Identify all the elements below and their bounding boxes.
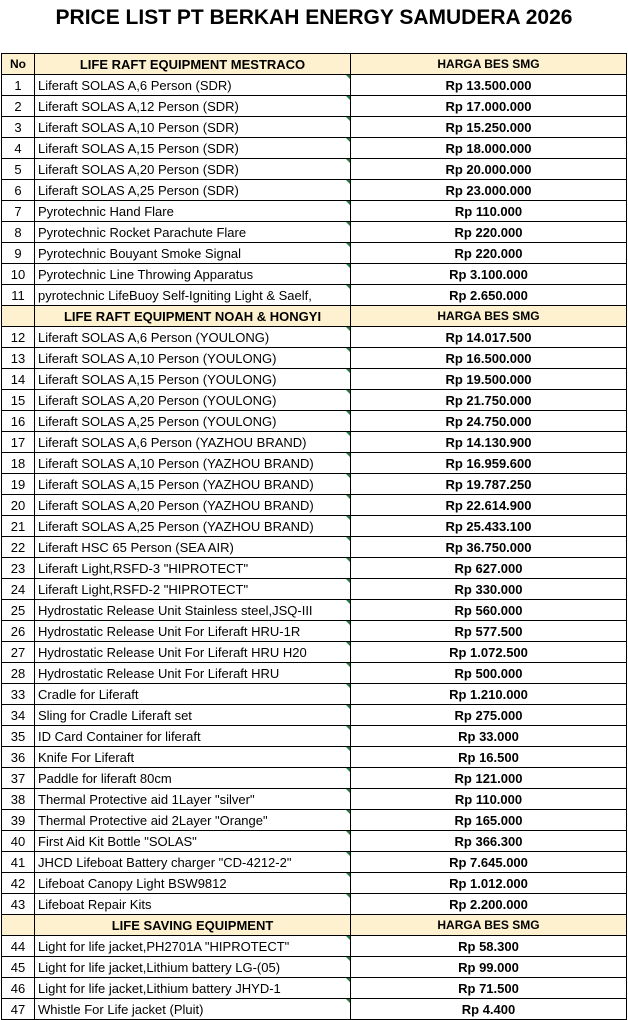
item-name: Liferaft SOLAS A,25 Person (YAZHOU BRAND) xyxy=(38,518,314,534)
item-number-cell[interactable]: 20 xyxy=(2,495,35,516)
column-header-no[interactable] xyxy=(2,306,35,327)
item-price-cell[interactable]: Rp 275.000 xyxy=(351,705,627,726)
item-number-cell[interactable]: 9 xyxy=(2,243,35,264)
item-number-cell[interactable]: 46 xyxy=(2,978,35,999)
item-price-cell[interactable]: Rp 500.000 xyxy=(351,663,627,684)
cell-comment-indicator-icon xyxy=(346,999,351,1004)
item-price-cell[interactable]: Rp 18.000.000 xyxy=(351,138,627,159)
table-row xyxy=(2,432,627,453)
item-number-cell[interactable]: 42 xyxy=(2,873,35,894)
table-row xyxy=(2,96,627,117)
item-number-cell[interactable]: 36 xyxy=(2,747,35,768)
item-number-cell[interactable]: 41 xyxy=(2,852,35,873)
table-row xyxy=(2,180,627,201)
item-name: pyrotechnic LifeBuoy Self-Igniting Light & Saelf, xyxy=(38,287,312,303)
item-price-cell[interactable]: Rp 2.650.000 xyxy=(351,285,627,306)
table-row xyxy=(2,999,627,1020)
cell-comment-indicator-icon xyxy=(346,789,351,794)
item-price-cell[interactable]: Rp 21.750.000 xyxy=(351,390,627,411)
cell-comment-indicator-icon xyxy=(346,684,351,689)
column-header-price[interactable]: HARGA BES SMG xyxy=(351,306,627,327)
table-row xyxy=(2,453,627,474)
item-number-cell[interactable]: 4 xyxy=(2,138,35,159)
table-row xyxy=(2,117,627,138)
item-price-cell[interactable]: Rp 366.300 xyxy=(351,831,627,852)
item-name: Pyrotechnic Hand Flare xyxy=(38,203,174,219)
table-row xyxy=(2,789,627,810)
item-name-cell[interactable] xyxy=(35,159,351,180)
item-name: First Aid Kit Bottle "SOLAS" xyxy=(38,833,197,849)
item-name: Liferaft SOLAS A,10 Person (SDR) xyxy=(38,119,239,135)
item-number-cell[interactable]: 26 xyxy=(2,621,35,642)
item-price-cell[interactable]: Rp 17.000.000 xyxy=(351,96,627,117)
item-name: Liferaft SOLAS A,20 Person (SDR) xyxy=(38,161,239,177)
table-row xyxy=(2,621,627,642)
item-price-cell[interactable]: Rp 13.500.000 xyxy=(351,75,627,96)
item-price-cell[interactable]: Rp 25.433.100 xyxy=(351,516,627,537)
section-header-row xyxy=(2,915,627,936)
cell-comment-indicator-icon xyxy=(346,663,351,668)
item-name: Liferaft SOLAS A,25 Person (SDR) xyxy=(38,182,239,198)
cell-comment-indicator-icon xyxy=(346,453,351,458)
item-name: Knife For Liferaft xyxy=(38,749,135,765)
cell-comment-indicator-icon xyxy=(346,894,351,899)
item-name: Liferaft SOLAS A,6 Person (YAZHOU BRAND) xyxy=(38,434,307,450)
item-name-cell[interactable] xyxy=(35,264,351,285)
item-name-cell[interactable] xyxy=(35,852,351,873)
item-name-cell[interactable] xyxy=(35,684,351,705)
item-name-cell[interactable] xyxy=(35,579,351,600)
item-number-cell[interactable]: 16 xyxy=(2,411,35,432)
item-name-cell[interactable] xyxy=(35,75,351,96)
item-number-cell[interactable]: 45 xyxy=(2,957,35,978)
item-name: Liferaft SOLAS A,20 Person (YOULONG) xyxy=(38,392,277,408)
cell-comment-indicator-icon xyxy=(346,495,351,500)
section-heading[interactable]: LIFE SAVING EQUIPMENT xyxy=(35,915,351,936)
item-price-cell[interactable]: Rp 121.000 xyxy=(351,768,627,789)
item-number-cell[interactable]: 10 xyxy=(2,264,35,285)
item-price-cell[interactable]: Rp 220.000 xyxy=(351,222,627,243)
table-row xyxy=(2,852,627,873)
item-name-cell[interactable] xyxy=(35,747,351,768)
item-name-cell[interactable] xyxy=(35,600,351,621)
item-number-cell[interactable]: 2 xyxy=(2,96,35,117)
item-price-cell[interactable]: Rp 1.072.500 xyxy=(351,642,627,663)
table-row xyxy=(2,705,627,726)
item-number-cell[interactable]: 23 xyxy=(2,558,35,579)
item-name: Liferaft SOLAS A,15 Person (SDR) xyxy=(38,140,239,156)
item-number-cell[interactable]: 12 xyxy=(2,327,35,348)
cell-comment-indicator-icon xyxy=(346,579,351,584)
item-price-cell[interactable]: Rp 220.000 xyxy=(351,243,627,264)
item-name: Hydrostatic Release Unit Stainless steel,JSQ-III xyxy=(38,602,313,618)
item-price-cell[interactable]: Rp 16.959.600 xyxy=(351,453,627,474)
item-name: Thermal Protective aid 2Layer "Orange" xyxy=(38,812,268,828)
item-name-cell[interactable] xyxy=(35,348,351,369)
cell-comment-indicator-icon xyxy=(346,411,351,416)
item-name: Hydrostatic Release Unit For Liferaft HRU xyxy=(38,665,280,681)
item-name: Liferaft SOLAS A,10 Person (YOULONG) xyxy=(38,350,277,366)
item-number-cell[interactable]: 13 xyxy=(2,348,35,369)
table-row xyxy=(2,957,627,978)
item-name: Liferaft SOLAS A,15 Person (YOULONG) xyxy=(38,371,277,387)
cell-comment-indicator-icon xyxy=(346,222,351,227)
item-name-cell[interactable] xyxy=(35,558,351,579)
item-name-cell[interactable] xyxy=(35,894,351,915)
item-price-cell[interactable]: Rp 19.500.000 xyxy=(351,369,627,390)
item-name: Sling for Cradle Liferaft set xyxy=(38,707,192,723)
cell-comment-indicator-icon xyxy=(346,642,351,647)
item-price-cell[interactable]: Rp 20.000.000 xyxy=(351,159,627,180)
item-name-cell[interactable] xyxy=(35,789,351,810)
cell-comment-indicator-icon xyxy=(346,558,351,563)
table-row xyxy=(2,390,627,411)
item-name-cell[interactable] xyxy=(35,936,351,957)
item-name-cell[interactable] xyxy=(35,285,351,306)
item-name: Light for life jacket,Lithium battery LG-(05) xyxy=(38,959,281,975)
item-name: Liferaft SOLAS A,15 Person (YAZHOU BRAND) xyxy=(38,476,314,492)
table-row xyxy=(2,894,627,915)
item-price-cell[interactable]: Rp 14.017.500 xyxy=(351,327,627,348)
item-price-cell[interactable]: Rp 2.200.000 xyxy=(351,894,627,915)
item-name-cell[interactable] xyxy=(35,831,351,852)
item-name-cell[interactable] xyxy=(35,138,351,159)
item-name-cell[interactable] xyxy=(35,642,351,663)
cell-comment-indicator-icon xyxy=(346,768,351,773)
item-number-cell[interactable]: 37 xyxy=(2,768,35,789)
cell-comment-indicator-icon xyxy=(346,852,351,857)
item-name-cell[interactable] xyxy=(35,621,351,642)
item-name-cell[interactable] xyxy=(35,999,351,1020)
item-name: Liferaft SOLAS A,10 Person (YAZHOU BRAND) xyxy=(38,455,314,471)
cell-comment-indicator-icon xyxy=(346,285,351,290)
item-name: Liferaft SOLAS A,25 Person (YOULONG) xyxy=(38,413,277,429)
item-number-cell[interactable]: 14 xyxy=(2,369,35,390)
item-name: Whistle For Life jacket (Pluit) xyxy=(38,1001,204,1017)
item-name-cell[interactable] xyxy=(35,96,351,117)
item-price-cell[interactable]: Rp 33.000 xyxy=(351,726,627,747)
table-row xyxy=(2,474,627,495)
item-price-cell[interactable]: Rp 16.500.000 xyxy=(351,348,627,369)
item-name: Pyrotechnic Line Throwing Apparatus xyxy=(38,266,254,282)
cell-comment-indicator-icon xyxy=(346,96,351,101)
table-row xyxy=(2,747,627,768)
item-price-cell[interactable]: Rp 99.000 xyxy=(351,957,627,978)
table-row xyxy=(2,642,627,663)
item-number-cell[interactable]: 47 xyxy=(2,999,35,1020)
item-name: Pyrotechnic Bouyant Smoke Signal xyxy=(38,245,242,261)
cell-comment-indicator-icon xyxy=(346,474,351,479)
item-name: Liferaft SOLAS A,20 Person (YAZHOU BRAND) xyxy=(38,497,314,513)
item-number-cell[interactable]: 1 xyxy=(2,75,35,96)
item-name: Hydrostatic Release Unit For Liferaft HRU-1R xyxy=(38,623,301,639)
item-name-cell[interactable] xyxy=(35,390,351,411)
cell-comment-indicator-icon xyxy=(346,537,351,542)
item-name-cell[interactable] xyxy=(35,201,351,222)
cell-comment-indicator-icon xyxy=(346,390,351,395)
item-number-cell[interactable]: 15 xyxy=(2,390,35,411)
cell-comment-indicator-icon xyxy=(346,516,351,521)
item-number-cell[interactable]: 8 xyxy=(2,222,35,243)
item-name: Pyrotechnic Rocket Parachute Flare xyxy=(38,224,247,240)
cell-comment-indicator-icon xyxy=(346,873,351,878)
item-name: Liferaft Light,RSFD-3 "HIPROTECT" xyxy=(38,560,249,576)
item-name: ID Card Container for liferaft xyxy=(38,728,201,744)
table-row xyxy=(2,495,627,516)
cell-comment-indicator-icon xyxy=(346,201,351,206)
table-row xyxy=(2,285,627,306)
cell-comment-indicator-icon xyxy=(346,369,351,374)
table-row xyxy=(2,348,627,369)
item-name: Liferaft SOLAS A,12 Person (SDR) xyxy=(38,98,239,114)
item-number-cell[interactable]: 39 xyxy=(2,810,35,831)
item-name-cell[interactable] xyxy=(35,957,351,978)
item-name: Liferaft SOLAS A,6 Person (SDR) xyxy=(38,77,232,93)
item-number-cell[interactable]: 6 xyxy=(2,180,35,201)
item-name-cell[interactable] xyxy=(35,810,351,831)
item-name-cell[interactable] xyxy=(35,474,351,495)
table-row xyxy=(2,537,627,558)
cell-comment-indicator-icon xyxy=(346,936,351,941)
item-number-cell[interactable]: 44 xyxy=(2,936,35,957)
item-name-cell[interactable] xyxy=(35,453,351,474)
item-name: Light for life jacket,Lithium battery JHYD-1 xyxy=(38,980,281,996)
column-header-no[interactable]: No xyxy=(2,54,35,75)
item-name-cell[interactable] xyxy=(35,243,351,264)
cell-comment-indicator-icon xyxy=(346,159,351,164)
table-row xyxy=(2,579,627,600)
item-name-cell[interactable] xyxy=(35,663,351,684)
item-name-cell[interactable] xyxy=(35,327,351,348)
item-number-cell[interactable]: 21 xyxy=(2,516,35,537)
column-header-price[interactable]: HARGA BES SMG xyxy=(351,54,627,75)
item-number-cell[interactable]: 11 xyxy=(2,285,35,306)
item-price-cell[interactable]: Rp 110.000 xyxy=(351,789,627,810)
item-name: Paddle for liferaft 80cm xyxy=(38,770,172,786)
item-name-cell[interactable] xyxy=(35,768,351,789)
cell-comment-indicator-icon xyxy=(346,726,351,731)
item-name-cell[interactable] xyxy=(35,978,351,999)
item-price-cell[interactable]: Rp 1.210.000 xyxy=(351,684,627,705)
item-name-cell[interactable] xyxy=(35,411,351,432)
table-row xyxy=(2,159,627,180)
table-row xyxy=(2,558,627,579)
item-number-cell[interactable]: 5 xyxy=(2,159,35,180)
item-price-cell[interactable]: Rp 23.000.000 xyxy=(351,180,627,201)
table-row xyxy=(2,831,627,852)
cell-comment-indicator-icon xyxy=(346,75,351,80)
item-number-cell[interactable]: 17 xyxy=(2,432,35,453)
item-number-cell[interactable]: 33 xyxy=(2,684,35,705)
item-number-cell[interactable]: 22 xyxy=(2,537,35,558)
item-number-cell[interactable]: 27 xyxy=(2,642,35,663)
cell-comment-indicator-icon xyxy=(346,348,351,353)
item-price-cell[interactable]: Rp 14.130.900 xyxy=(351,432,627,453)
table-row xyxy=(2,264,627,285)
item-price-cell[interactable]: Rp 24.750.000 xyxy=(351,411,627,432)
table-row xyxy=(2,873,627,894)
cell-comment-indicator-icon xyxy=(346,243,351,248)
item-price-cell[interactable]: Rp 4.400 xyxy=(351,999,627,1020)
item-name-cell[interactable] xyxy=(35,180,351,201)
table-row xyxy=(2,663,627,684)
item-name: Light for life jacket,PH2701A "HIPROTECT" xyxy=(38,938,290,954)
item-number-cell[interactable]: 18 xyxy=(2,453,35,474)
table-row xyxy=(2,369,627,390)
item-price-cell[interactable]: Rp 110.000 xyxy=(351,201,627,222)
item-number-cell[interactable]: 28 xyxy=(2,663,35,684)
item-name-cell[interactable] xyxy=(35,432,351,453)
item-name-cell[interactable] xyxy=(35,369,351,390)
cell-comment-indicator-icon xyxy=(346,327,351,332)
item-number-cell[interactable]: 25 xyxy=(2,600,35,621)
cell-comment-indicator-icon xyxy=(346,810,351,815)
table-row xyxy=(2,978,627,999)
item-name-cell[interactable] xyxy=(35,222,351,243)
cell-comment-indicator-icon xyxy=(346,831,351,836)
table-row xyxy=(2,75,627,96)
item-number-cell[interactable]: 40 xyxy=(2,831,35,852)
item-name-cell[interactable] xyxy=(35,726,351,747)
table-row xyxy=(2,516,627,537)
table-row xyxy=(2,138,627,159)
item-number-cell[interactable]: 3 xyxy=(2,117,35,138)
item-price-cell[interactable]: Rp 15.250.000 xyxy=(351,117,627,138)
item-name: Lifeboat Repair Kits xyxy=(38,896,152,912)
item-price-cell[interactable]: Rp 19.787.250 xyxy=(351,474,627,495)
table-row xyxy=(2,201,627,222)
page-title: PRICE LIST PT BERKAH ENERGY SAMUDERA 2026 xyxy=(55,6,573,29)
item-number-cell[interactable]: 43 xyxy=(2,894,35,915)
item-price-cell[interactable]: Rp 577.500 xyxy=(351,621,627,642)
item-name: Liferaft SOLAS A,6 Person (YOULONG) xyxy=(38,329,270,345)
cell-comment-indicator-icon xyxy=(346,432,351,437)
item-price-cell[interactable]: Rp 1.012.000 xyxy=(351,873,627,894)
cell-comment-indicator-icon xyxy=(346,600,351,605)
item-number-cell[interactable]: 24 xyxy=(2,579,35,600)
table-row xyxy=(2,327,627,348)
item-name: JHCD Lifeboat Battery charger "CD-4212-2" xyxy=(38,854,292,870)
item-number-cell[interactable]: 35 xyxy=(2,726,35,747)
price-list-table xyxy=(1,53,627,1020)
table-row xyxy=(2,936,627,957)
item-number-cell[interactable]: 38 xyxy=(2,789,35,810)
table-row xyxy=(2,411,627,432)
table-row xyxy=(2,726,627,747)
item-name-cell[interactable] xyxy=(35,873,351,894)
item-name-cell[interactable] xyxy=(35,495,351,516)
item-price-cell[interactable]: Rp 58.300 xyxy=(351,936,627,957)
item-price-cell[interactable]: Rp 330.000 xyxy=(351,579,627,600)
item-number-cell[interactable]: 34 xyxy=(2,705,35,726)
table-row xyxy=(2,222,627,243)
table-row xyxy=(2,684,627,705)
column-header-price[interactable]: HARGA BES SMG xyxy=(351,915,627,936)
table-row xyxy=(2,810,627,831)
table-row xyxy=(2,600,627,621)
price-list-body xyxy=(2,54,627,1020)
item-price-cell[interactable]: Rp 560.000 xyxy=(351,600,627,621)
item-price-cell[interactable]: Rp 16.500 xyxy=(351,747,627,768)
cell-comment-indicator-icon xyxy=(346,705,351,710)
item-name: Thermal Protective aid 1Layer "silver" xyxy=(38,791,255,807)
item-name: Liferaft HSC 65 Person (SEA AIR) xyxy=(38,539,234,555)
cell-comment-indicator-icon xyxy=(346,264,351,269)
cell-comment-indicator-icon xyxy=(346,957,351,962)
item-name-cell[interactable] xyxy=(35,705,351,726)
item-name: Lifeboat Canopy Light BSW9812 xyxy=(38,875,227,891)
item-price-cell[interactable]: Rp 36.750.000 xyxy=(351,537,627,558)
cell-comment-indicator-icon xyxy=(346,978,351,983)
item-price-cell[interactable]: Rp 22.614.900 xyxy=(351,495,627,516)
item-name-cell[interactable] xyxy=(35,516,351,537)
cell-comment-indicator-icon xyxy=(346,138,351,143)
item-name-cell[interactable] xyxy=(35,117,351,138)
item-number-cell[interactable]: 7 xyxy=(2,201,35,222)
item-price-cell[interactable]: Rp 165.000 xyxy=(351,810,627,831)
item-name: Liferaft Light,RSFD-2 "HIPROTECT" xyxy=(38,581,249,597)
item-name-cell[interactable] xyxy=(35,537,351,558)
table-row xyxy=(2,768,627,789)
column-header-no[interactable] xyxy=(2,915,35,936)
item-price-cell[interactable]: Rp 7.645.000 xyxy=(351,852,627,873)
item-name: Hydrostatic Release Unit For Liferaft HRU H20 xyxy=(38,644,307,660)
item-name: Cradle for Liferaft xyxy=(38,686,139,702)
section-header-row xyxy=(2,54,627,75)
cell-comment-indicator-icon xyxy=(346,180,351,185)
item-price-cell[interactable]: Rp 71.500 xyxy=(351,978,627,999)
item-number-cell[interactable]: 19 xyxy=(2,474,35,495)
item-price-cell[interactable]: Rp 3.100.000 xyxy=(351,264,627,285)
table-row xyxy=(2,243,627,264)
section-header-row xyxy=(2,306,627,327)
section-heading[interactable]: LIFE RAFT EQUIPMENT MESTRACO xyxy=(35,54,351,75)
cell-comment-indicator-icon xyxy=(346,621,351,626)
item-price-cell[interactable]: Rp 627.000 xyxy=(351,558,627,579)
section-heading[interactable]: LIFE RAFT EQUIPMENT NOAH & HONGYI xyxy=(35,306,351,327)
cell-comment-indicator-icon xyxy=(346,117,351,122)
cell-comment-indicator-icon xyxy=(346,747,351,752)
